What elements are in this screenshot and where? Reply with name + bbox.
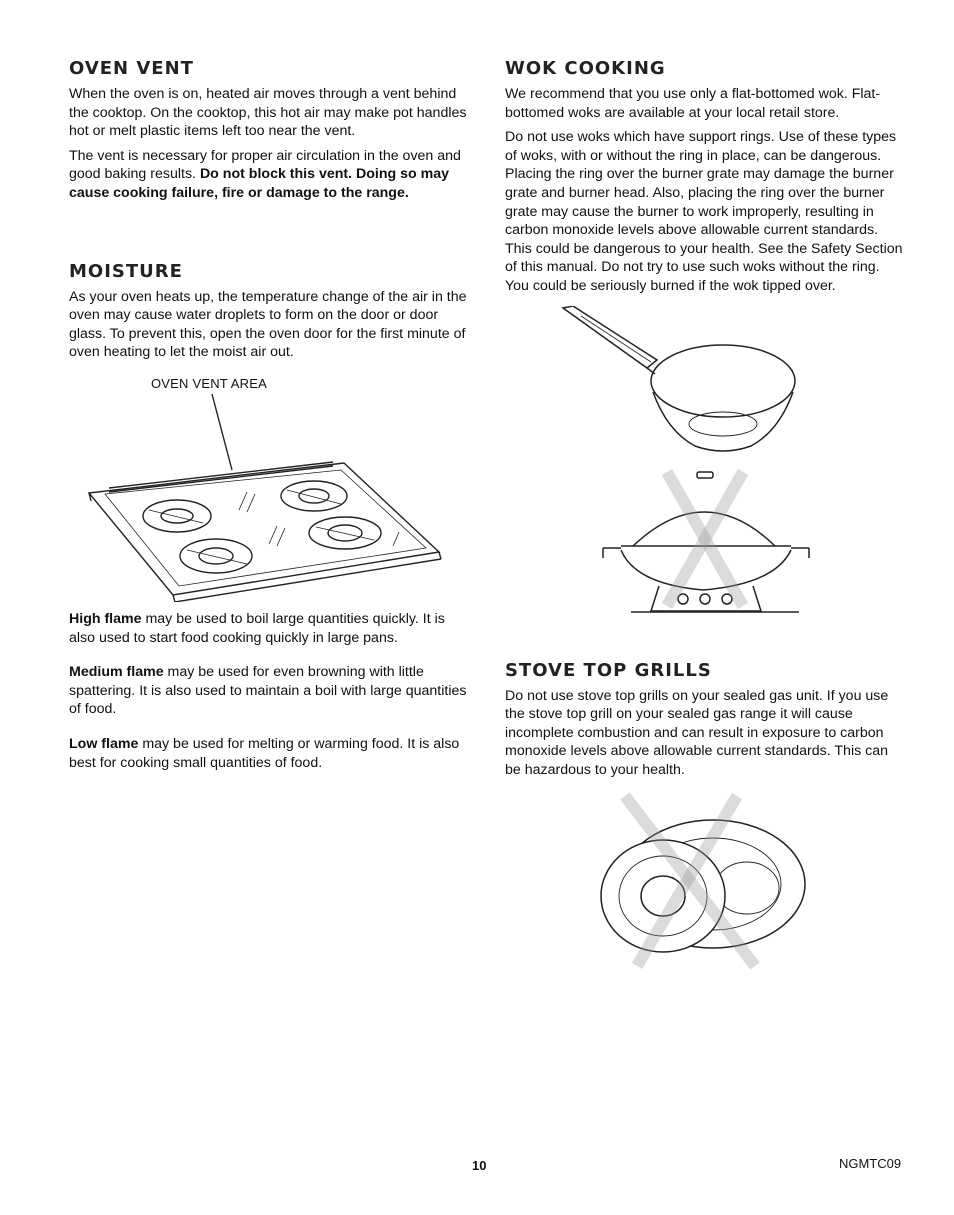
flat-bottom-wok-icon: [563, 306, 795, 451]
medium-flame-paragraph: [69, 663, 469, 719]
moisture-paragraph: As your oven heats up, the temperature change of the air in the oven may cause water droplets to form on the door or door glass. To prevent this, open the oven door for the first minute of oven heating to let the moist air out.: [69, 288, 467, 361]
oven-vent-paragraph-2-text: The vent is necessary for proper air circulation in the oven and good baking results.: [69, 147, 461, 183]
cooktop-illustration: [69, 380, 449, 602]
oven-vent-area-label: OVEN VENT AREA: [151, 375, 267, 391]
medium-flame-term: Medium flame: [69, 664, 164, 681]
stove-top-grills-heading: STOVE TOP GRILLS: [505, 659, 712, 681]
wok-cooking-heading: WOK COOKING: [505, 58, 666, 79]
low-flame-paragraph: [69, 735, 469, 772]
medium-flame-text: may be used for even browning with little spattering. It is also used to maintain a boil with large quantities of food.: [69, 664, 467, 718]
cooktop-figure: [69, 372, 469, 604]
high-flame-text: may be used to boil large quantities quickly. It is also used to start food cooking quickly in large pans.: [69, 610, 445, 646]
high-flame-paragraph: [69, 610, 469, 647]
wok-illustrations: [555, 306, 855, 638]
oven-vent-paragraph-1: When the oven is on, heated air moves through a vent behind the cooktop. On the cooktop, this hot air may make pot handles hot or melt plastic items left too near the vent.: [69, 86, 467, 140]
document-code: NGMTC09: [839, 1156, 902, 1171]
wok-cooking-paragraph-1: We recommend that you use only a flat-bottomed wok. Flat-bottomed woks are available at your local retail store.: [505, 86, 881, 121]
oven-vent-paragraph-2: [69, 147, 469, 203]
oven-vent-warning: Do not block this vent. Doing so may cause cooking failure, fire or damage to the range.: [69, 166, 450, 201]
left-column: [69, 58, 469, 778]
low-flame-text: may be used for melting or warming food. It is also best for cooking small quantities of food.: [69, 735, 460, 771]
moisture-heading: MOISTURE: [69, 260, 183, 282]
wok-cooking-paragraph-2: Do not use woks which have support rings. Use of these types of woks, with or without the ring in place, can be dangerous. Placing the ring over the burner grate may damage the burner grate and burner head. Also, placing the ring over the burner grate may cause the burner to work improperly, resulting in carbon monoxide levels above allowable current standards. This could be dangerous to your health. See the Safety Section of this manual. Do not try to use such woks without the ring. You could be seriously burned if the wok tipped over.: [505, 129, 903, 294]
low-flame-term: Low flame: [69, 735, 139, 752]
grill-icon: [601, 796, 805, 966]
oven-vent-heading: OVEN VENT: [69, 58, 194, 79]
stove-top-grills-paragraph: Do not use stove top grills on your sealed gas unit. If you use the stove top grill on your sealed gas range it will cause incomplete combustion and can result in exposure to carbon monoxide levels above allowable current standards. This can be hazardous to your health.: [505, 687, 889, 778]
stove-top-grill-illustration: [587, 792, 817, 972]
ring-wok-icon: [603, 472, 809, 612]
right-column: [505, 58, 905, 972]
page-number: 10: [472, 1158, 487, 1173]
high-flame-term: High flame: [69, 610, 142, 627]
